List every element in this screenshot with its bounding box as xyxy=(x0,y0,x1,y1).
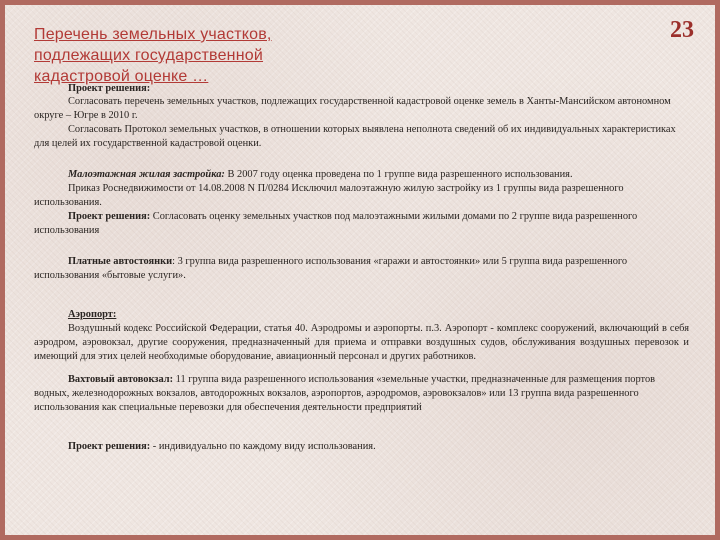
lowrise-order: Приказ Роснедвижимости от 14.08.2008 N П/0284 Исключил малоэтажную жилую застройку из 1 группы вида разрешенного использования. xyxy=(34,183,624,208)
final-decision xyxy=(34,440,689,454)
slide-body xyxy=(34,95,689,454)
spacer xyxy=(34,238,689,255)
lowrise-label: Малоэтажная жилая застройка: xyxy=(68,169,225,180)
spacer xyxy=(34,151,689,168)
final-decision-text: - индивидуально по каждому виду использования. xyxy=(150,441,376,452)
decision1-paragraph-2: Согласовать Протокол земельных участков, в отношении которых выявлена неполнота сведений об их индивидуальных характеристиках для целей их государственной кадастровой оценки. xyxy=(34,124,676,149)
airport-label: Аэропорт: xyxy=(68,309,117,320)
spacer xyxy=(34,364,689,373)
lowrise-decision xyxy=(34,210,689,238)
title-line-1: Перечень земельных участков, xyxy=(34,26,272,43)
spacer xyxy=(34,415,689,440)
terminal-paragraph xyxy=(34,373,689,415)
lowrise-decision-label: Проект решения: xyxy=(68,211,151,222)
spacer xyxy=(34,283,689,308)
parking-paragraph xyxy=(34,255,689,283)
terminal-label: Вахтовый автовокзал: xyxy=(68,374,174,385)
lowrise-decision-text: Согласовать оценку земельных участков под малоэтажными жилыми домами по 2 группе вида разрешенного использования xyxy=(34,211,638,236)
final-decision-label: Проект решения: xyxy=(68,441,151,452)
airport-paragraph: Воздушный кодекс Российской Федерации, статья 40. Аэродромы и аэропорты. п.3. Аэропорт - комплекс сооружений, включающий в себя аэродром, аэровокзал, другие сооружения, предназначенный для приема и отправки воздушных судов, обслуживания воздушных перевозок и имеющий для этих целей необходимые оборудование, авиационный персонал и других работников. xyxy=(34,323,689,362)
lowrise-paragraph xyxy=(34,168,689,182)
terminal-text: 11 группа вида разрешенного использования «земельные участки, предназначенные для размещения портов водных, железнодорожных вокзалов, автодорожных вокзалов, аэропортов, аэродромов, аэровокзалов» или 13 группа вида разрешенного использования как специальные перевозки для обеспечения деятельности предприятий xyxy=(34,374,656,413)
parking-text: : 3 группа вида разрешенного использования «гаражи и автостоянки» или 5 группа вида разрешенного использования «бытовые услуги». xyxy=(34,256,628,281)
lowrise-text: В 2007 году оценка проведена по 1 группе вида разрешенного использования. xyxy=(224,169,573,180)
title-line-3: кадастровой оценке … xyxy=(34,68,209,85)
decision1-paragraph-1: Согласовать перечень земельных участков, подлежащих государственной кадастровой оценке земель в Ханты-Мансийском автономном округе – Югре в 2010 г. xyxy=(34,96,671,121)
parking-label: Платные автостоянки xyxy=(68,256,173,267)
title-line-2: подлежащих государственной xyxy=(34,47,263,64)
decision1-label: Проект решения: xyxy=(68,83,151,94)
airport-heading xyxy=(34,308,689,322)
slide-number: 23 xyxy=(670,17,694,43)
page-title xyxy=(34,24,414,87)
